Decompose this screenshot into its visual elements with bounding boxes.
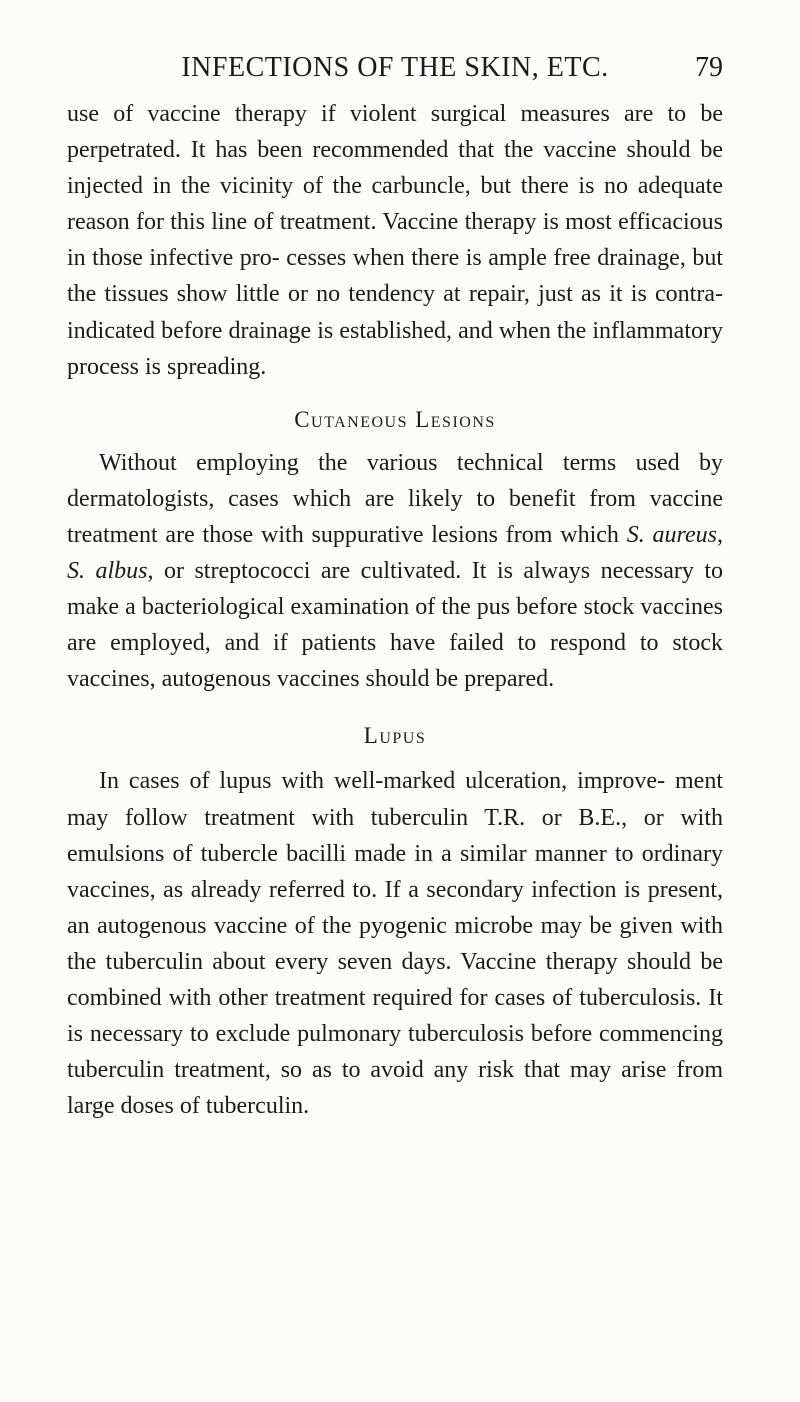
book-page <box>67 52 723 1124</box>
paragraph-text: Without employing the various technical terms used by dermatologists, cases which are likely to benefit from vaccine treatment are those with suppurative lesions from which <box>67 449 723 548</box>
paragraph-cutaneous-lesions <box>67 445 723 698</box>
species-name-albus: S. albus <box>67 558 148 585</box>
section-heading-cutaneous-lesions: Cutaneous Lesions <box>294 406 496 432</box>
section-heading-lupus: Lupus <box>363 723 427 749</box>
paragraph-text: , or streptococci are cultivated. It is always necessary to make a bacteriological examination of the pus before stock vaccines are employed, and if patients have failed to respond to stock vaccines, autogenous vaccines should be prepared. <box>67 558 723 693</box>
paragraph-lupus: In cases of lupus with well-marked ulceration, improve- ment may follow treatment with tuberculin T.R. or B.E., or with emulsions of tubercle bacilli made in a similar manner to ordinary vaccines, as already referred to. If a secondary infection is present, an autogenous vaccine of the pyogenic microbe may be given with the tuberculin about every seven days. Vaccine therapy should be combined with other treatment required for cases of tuberculosis. It is necessary to exclude pulmonary tuberculosis before commencing tuberculin treatment, so as to avoid any risk that may arise from large doses of tuberculin. <box>67 768 723 1120</box>
running-header <box>67 52 723 96</box>
paragraph-text: , <box>717 521 723 548</box>
species-name-aureus: S. aureus <box>626 521 717 548</box>
paragraph-vaccine-therapy: use of vaccine therapy if violent surgical measures are to be perpetrated. It has been recommended that the vaccine should be injected in the vicinity of the carbuncle, but there is no adequate reason for this line of treatment. Vaccine therapy is most efficacious in those infective pro- cesses when there is ample free drainage, but the tissues show little or no tendency at repair, just as it is contra- indicated before drainage is established, and when the inflammatory process is spreading. <box>67 101 723 380</box>
page-number: 79 <box>695 52 723 83</box>
running-title: INFECTIONS OF THE SKIN, ETC. <box>181 52 609 83</box>
